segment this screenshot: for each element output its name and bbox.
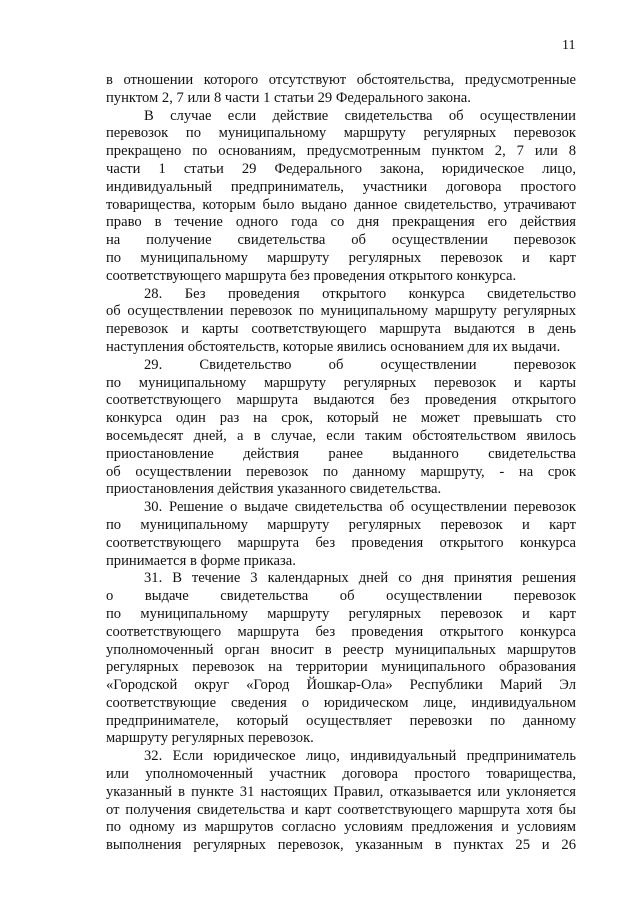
text-line: 29. Свидетельство об осуществлении перевозок [144, 356, 576, 373]
text-line: перевозок по муниципальному маршруту регулярных перевозок [106, 125, 576, 142]
text-line: по одному из маршрутов согласно условиям предложения и условиям [106, 819, 576, 836]
text-line: право в течение одного года со дня прекращения его действия [106, 214, 576, 231]
text-line: по муниципальному маршруту регулярных перевозок и карт [106, 249, 576, 266]
text-line: товарищества, которым было выдано данное свидетельство, утрачивают [106, 196, 576, 213]
text-line: регулярных перевозок на территории муниципального образования [106, 659, 576, 676]
text-line: перевозок и карты соответствующего маршрута выдаются в день [106, 321, 576, 338]
text-line: уполномоченный орган вносит в реестр муниципальных маршрутов [106, 641, 576, 658]
text-line: указанный в пункте 31 настоящих Правил, отказывается или уклоняется [106, 783, 576, 800]
text-line: или уполномоченный участник договора простого товарищества, [106, 766, 576, 783]
text-line: соответствующего маршрута без проведения открытого конкурса. [106, 267, 517, 284]
text-line: соответствующего маршрута без проведения открытого конкурса [106, 534, 576, 551]
text-line: индивидуальный предприниматель, участники договора простого [106, 178, 576, 195]
text-line: соответствующего маршрута выдаются без проведения открытого [106, 392, 576, 409]
text-line: прекращено по основаниям, предусмотренным пунктом 2, 7 или 8 [106, 143, 576, 160]
text-line: выполнения регулярных перевозок, указанным в пунктах 25 и 26 [106, 837, 576, 854]
text-line: 32. Если юридическое лицо, индивидуальный предприниматель [144, 748, 576, 765]
text-line: «Городской округ «Город Йошкар-Ола» Республики Марий Эл [106, 677, 576, 694]
text-line: об осуществлении перевозок по муниципальному маршруту регулярных [106, 303, 576, 320]
text-line: предпринимателе, который осуществляет перевозки по данному [106, 712, 576, 729]
text-line: принимается в форме приказа. [106, 552, 296, 569]
text-line: по муниципальному маршруту регулярных перевозок и карт [106, 605, 576, 622]
text-line: об осуществлении перевозок по данному маршруту, - на срок [106, 463, 576, 480]
text-line: 31. В течение 3 календарных дней со дня принятия решения [144, 570, 576, 587]
text-line: В случае если действие свидетельства об осуществлении [144, 107, 576, 124]
text-line: о выдаче свидетельства об осуществлении перевозок [106, 588, 576, 605]
text-line: маршруту регулярных перевозок. [106, 730, 314, 747]
text-line: восемьдесят дней, а в случае, если таким обстоятельством явилось [106, 427, 576, 444]
text-line: конкурса один раз на срок, который не может превышать сто [106, 410, 576, 427]
text-line: на получение свидетельства об осуществлении перевозок [106, 232, 576, 249]
document-body [106, 72, 576, 855]
text-line: пунктом 2, 7 или 8 части 1 статьи 29 Федерального закона. [106, 89, 471, 106]
text-line: по муниципальному маршруту регулярных перевозок и карт [106, 516, 576, 533]
text-line: приостановления действия указанного свидетельства. [106, 481, 442, 498]
text-line: части 1 статьи 29 Федерального закона, юридическое лицо, [106, 160, 576, 177]
text-line: приостановление действия ранее выданного свидетельства [106, 445, 576, 462]
text-line: 30. Решение о выдаче свидетельства об осуществлении перевозок [144, 499, 576, 516]
text-line: по муниципальному маршруту регулярных перевозок и карты [106, 374, 576, 391]
text-line: в отношении которого отсутствуют обстоятельства, предусмотренные [106, 72, 576, 88]
text-line: наступления обстоятельств, которые явились основанием для их выдачи. [106, 338, 561, 355]
text-line: соответствующие сведения о юридическом лице, индивидуальном [106, 694, 576, 711]
text-line: соответствующего маршрута без проведения открытого конкурса [106, 623, 576, 640]
page-number: 11 [562, 38, 576, 53]
text-line: от получения свидетельства и карт соответствующего маршрута хотя бы [106, 801, 576, 818]
text-line: 28. Без проведения открытого конкурса свидетельство [144, 285, 576, 302]
